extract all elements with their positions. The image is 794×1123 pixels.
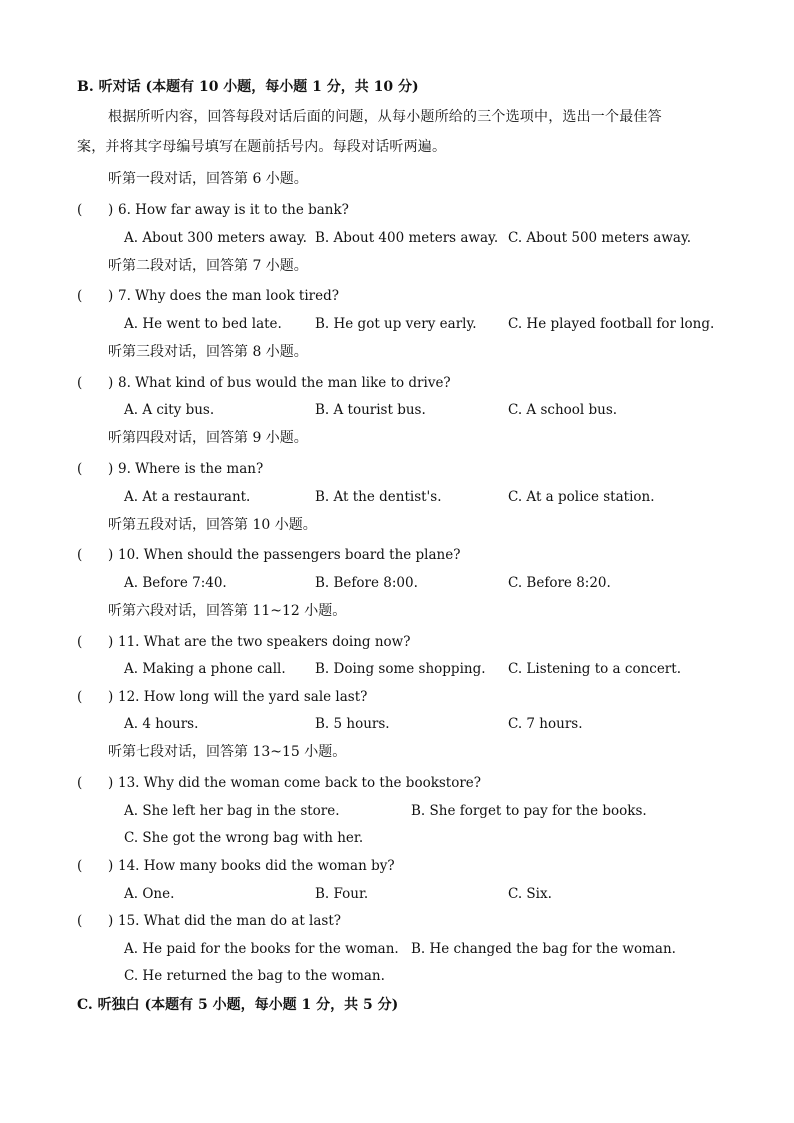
dialogue-1-subheading: 听第一段对话，回答第 6 小题。 [108, 171, 308, 187]
dialogue-2-subheading: 听第二段对话，回答第 7 小题。 [108, 258, 308, 274]
option-9-c: C. At a police station. [508, 489, 655, 505]
option-8-c: C. A school bus. [508, 402, 618, 418]
option-7-c: C. He played football for long. [508, 316, 715, 332]
dialogue-4-subheading: 听第四段对话，回答第 9 小题。 [108, 430, 308, 446]
option-10-a: A. Before 7:40. [124, 575, 227, 591]
option-7-b: B. He got up very early. [315, 316, 477, 332]
dialogue-6-subheading: 听第六段对话，回答第 11~12 小题。 [108, 603, 347, 619]
question-6: 6. How far away is it to the bank? [118, 202, 349, 218]
option-8-b: B. A tourist bus. [315, 402, 426, 418]
option-12-c: C. 7 hours. [508, 716, 583, 732]
option-12-a: A. 4 hours. [124, 716, 199, 732]
answer-blank-7[interactable]: ( ) [77, 288, 114, 304]
section-c-heading: C. 听独白 (本题有 5 小题，每小题 1 分，共 5 分) [77, 997, 399, 1013]
question-13: 13. Why did the woman come back to the bookstore? [118, 775, 482, 791]
option-15-b: B. He changed the bag for the woman. [411, 941, 676, 957]
answer-blank-8[interactable]: ( ) [77, 375, 114, 391]
option-14-b: B. Four. [315, 886, 369, 902]
option-7-a: A. He went to bed late. [124, 316, 282, 332]
option-13-c: C. She got the wrong bag with her. [124, 830, 364, 846]
answer-blank-9[interactable]: ( ) [77, 461, 114, 477]
answer-blank-12[interactable]: ( ) [77, 689, 114, 705]
option-15-a: A. He paid for the books for the woman. [124, 941, 399, 957]
option-14-a: A. One. [124, 886, 175, 902]
answer-blank-11[interactable]: ( ) [77, 634, 114, 650]
option-14-c: C. Six. [508, 886, 552, 902]
option-8-a: A. A city bus. [124, 402, 215, 418]
option-13-a: A. She left her bag in the store. [124, 803, 340, 819]
answer-blank-13[interactable]: ( ) [77, 775, 114, 791]
question-10: 10. When should the passengers board the plane? [118, 547, 461, 563]
option-11-a: A. Making a phone call. [124, 661, 286, 677]
option-13-b: B. She forget to pay for the books. [411, 803, 647, 819]
question-15: 15. What did the man do at last? [118, 913, 342, 929]
option-15-c: C. He returned the bag to the woman. [124, 968, 385, 984]
section-b-heading: B. 听对话 (本题有 10 小题，每小题 1 分，共 10 分) [77, 79, 419, 95]
option-6-a: A. About 300 meters away. [124, 230, 307, 246]
option-11-c: C. Listening to a concert. [508, 661, 681, 677]
option-6-c: C. About 500 meters away. [508, 230, 692, 246]
question-11: 11. What are the two speakers doing now? [118, 634, 411, 650]
section-b-instruction-line1: 根据所听内容，回答每段对话后面的问题，从每小题所给的三个选项中，选出一个最佳答 [108, 109, 662, 125]
dialogue-5-subheading: 听第五段对话，回答第 10 小题。 [108, 517, 317, 533]
section-b-instruction-line2: 案，并将其字母编号填写在题前括号内。每段对话听两遍。 [77, 139, 447, 155]
dialogue-7-subheading: 听第七段对话，回答第 13~15 小题。 [108, 744, 347, 760]
option-11-b: B. Doing some shopping. [315, 661, 486, 677]
question-7: 7. Why does the man look tired? [118, 288, 339, 304]
answer-blank-14[interactable]: ( ) [77, 858, 114, 874]
answer-blank-15[interactable]: ( ) [77, 913, 114, 929]
option-10-c: C. Before 8:20. [508, 575, 611, 591]
answer-blank-6[interactable]: ( ) [77, 202, 114, 218]
question-12: 12. How long will the yard sale last? [118, 689, 368, 705]
option-10-b: B. Before 8:00. [315, 575, 418, 591]
dialogue-3-subheading: 听第三段对话，回答第 8 小题。 [108, 344, 308, 360]
option-6-b: B. About 400 meters away. [315, 230, 499, 246]
option-9-a: A. At a restaurant. [124, 489, 251, 505]
question-14: 14. How many books did the woman by? [118, 858, 395, 874]
question-8: 8. What kind of bus would the man like to drive? [118, 375, 451, 391]
option-9-b: B. At the dentist's. [315, 489, 442, 505]
answer-blank-10[interactable]: ( ) [77, 547, 114, 563]
question-9: 9. Where is the man? [118, 461, 264, 477]
option-12-b: B. 5 hours. [315, 716, 390, 732]
